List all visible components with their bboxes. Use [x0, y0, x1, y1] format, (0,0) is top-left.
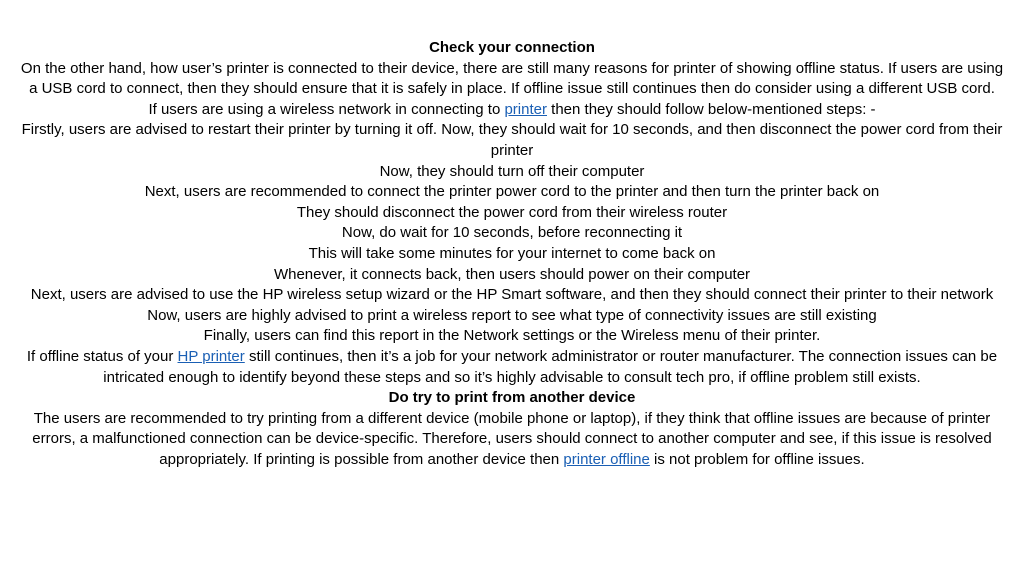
printer-link[interactable]: printer — [504, 100, 547, 118]
paragraph-usb-connection: On the other hand, how user’s printer is connected to their device, there are still many reasons for printer of showing offline status. If users are using a USB cord to connect, then they should ensure that it is safely in place. If offline issue still continues then do consider using a different USB cord. — [20, 59, 1004, 98]
step-setup-wizard: Next, users are advised to use the HP wireless setup wizard or the HP Smart software, and then they should connect their printer to their network — [30, 286, 994, 304]
printer-offline-link[interactable]: printer offline — [563, 450, 650, 468]
step-turn-off-computer: Now, they should turn off their computer — [379, 162, 645, 180]
step-find-report: Finally, users can find this report in the Network settings or the Wireless menu of their printer. — [203, 327, 821, 345]
step-reconnect-power: Next, users are recommended to connect the printer power cord to the printer and then turn the printer back on — [144, 183, 880, 201]
text-segment: If offline status of your — [26, 347, 178, 365]
step-wireless-report: Now, users are highly advised to print a wireless report to see what type of connectivity issues are still existing — [147, 306, 877, 324]
text-segment: If users are using a wireless network in connecting to — [148, 100, 505, 118]
section-heading-another-device: Do try to print from another device — [388, 389, 636, 407]
step-restart-printer: Firstly, users are advised to restart their printer by turning it off. Now, they should wait for 10 seconds, and then disconnect the power cord from their printer — [21, 121, 1003, 159]
hp-printer-link[interactable]: HP printer — [177, 347, 245, 365]
step-internet-back: This will take some minutes for your internet to come back on — [308, 244, 716, 262]
paragraph-another-device — [20, 409, 1004, 471]
step-disconnect-router: They should disconnect the power cord from their wireless router — [296, 203, 728, 221]
text-segment: is not problem for offline issues. — [649, 450, 865, 468]
step-wait-reconnect: Now, do wait for 10 seconds, before reconnecting it — [341, 224, 683, 242]
text-segment: still continues, then it’s a job for your network administrator or router manufacturer. The connection issues can be intricated enough to identify beyond these steps and so it’s highly advisable to consult tech pro, if offline problem still exists. — [103, 347, 998, 386]
section-heading-check-connection: Check your connection — [429, 39, 595, 56]
paragraph-wireless-intro — [20, 100, 1004, 121]
text-segment: The users are recommended to try printing from a different device (mobile phone or laptop), if they think that offline issues are because of printer errors, a malfunctioned connection can be device-specific. Therefore, users should connect to another computer and see, if this issue is resolved appropriately. If printing is possible from another device then — [32, 409, 992, 468]
paragraph-offline-status — [20, 347, 1004, 388]
text-segment: then they should follow below-mentioned steps: - — [547, 100, 876, 118]
step-power-on-computer: Whenever, it connects back, then users should power on their computer — [273, 265, 751, 283]
